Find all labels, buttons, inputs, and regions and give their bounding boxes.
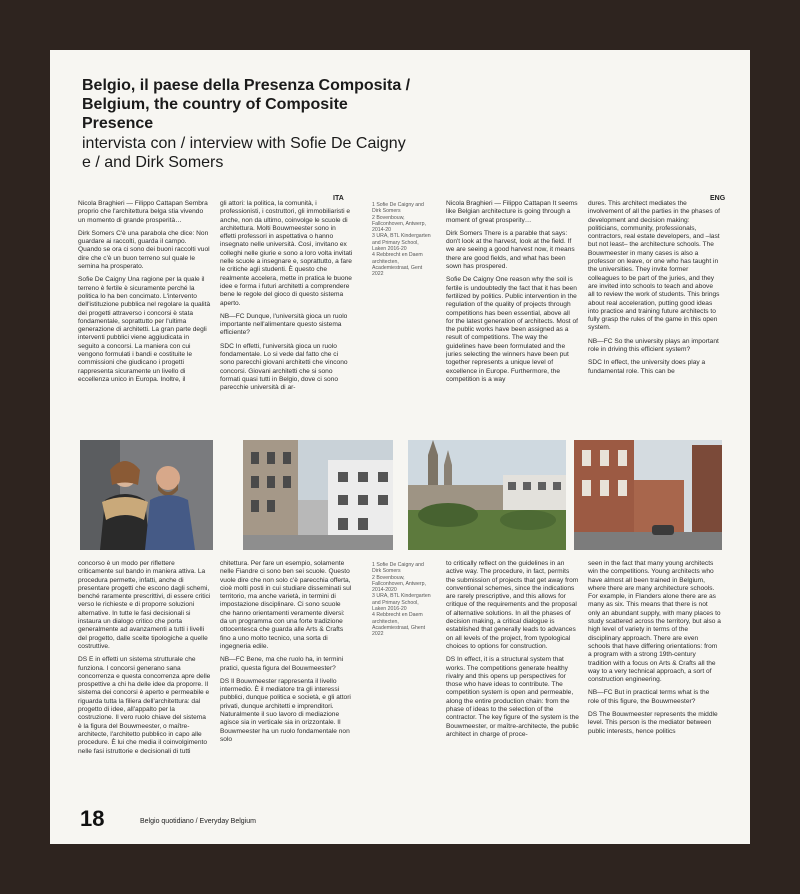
lang-label-ita: ITA [333, 195, 344, 202]
section-title: Belgio quotidiano / Everyday Belgium [140, 818, 256, 825]
caption-bottom: 1 Sofie De Caigny and Dirk Somers 2 Bovenbouw, Fallconhoven, Antwerp, 2014-2020 3 URA, BTL Kindergarten and Primary School, Laken 2016-20 4 Rebbrecht en Daem architecten, Academiestraat, Ghent 2022 [372, 562, 431, 638]
lang-label-eng: ENG [710, 195, 726, 202]
ita-column-1-top: Nicola Braghieri — Filippo Cattapan Sembra proprio che l'architettura belga stia vivendo un momento di grande prosperità… Dirk Somers C'è una parabola che dice: Non guardare ai raccolti, guarda il campo. Quando se ora ci sono dei buoni raccolti vuol dire che c'è un buon terreno sul quale le semina ha prosperato. Sofie De Caigny Una ragione per la quale il terreno è fertile è sicuramente perché la politica lo ha ben concimato. L'intervento dell'istituzione pubblica nel regolare la qualità dei progetti attraverso i concorsi è stata fondamentale, soprattutto per l'ultima generazione di architetti. La gran parte degli interventi pubblici viene aggiudicata in seguito a concorsi. La maniera con cui vengono formulati i bandi e costituite le commissioni che giudicano i progetti rappresenta sicuramente un livello di eccellenza unico in Europa. Inoltre, il [78, 200, 211, 383]
eng-column-1-bottom: to critically reflect on the guidelines in an active way. The procedure, in fact, permits the submission of projects that get away from conventional schemes, since the indications are rarely prescriptive, and this allows for critique of the requirements and the proposal of alternative solutions. In all the phases of decision making, a critical dialogue is established that generally leads to advances on all levels of the project, from typological choices to options for construction. DS In effect, it is a structural system that works. The competitions generate healthy rivalry and this opens up perspectives for those who have ideas to contribute. The competition system is open and permeable, along the entire production chain: from the phase of ideas to the selection of the contractor. The key figure of the system is the Bouwmeester, or maître-architecte, the public architect in charge of proce- [446, 560, 579, 738]
photo-portrait [80, 440, 213, 550]
page-number: 18 [80, 806, 105, 831]
eng-column-2-bottom: seen in the fact that many young architects win the competitions. Young architects who have almost all been trained in Belgium, where there are many architecture schools. For example, in Flanders alone there are as many as six. This means that there is not only an abundant supply, with many places to study scattered across the territory, but also a high level of variety in terms of the disciplinary approach. There are even schools that have differing orientations: from a program with a strong 19th-century tradition with a focus on Arts & Crafts all the way to a very technical approach, a sort of construction engineering. NB—FC But in practical terms what is the role of this figure, the Bouwmeester? DS The Bouwmeester represents the middle level. This person is the mediator between public interests, hence politics [588, 560, 721, 735]
ita-column-2-top: gli attori: la politica, la comunità, i professionisti, i costruttori, gli immobiliaristi e anche, non da ultimo, coinvolge le scuole di architettura. Molti Bouwmeester sono in effetti professori in aspettativa o hanno insegnato nelle università. Così, invitano ex colleghi nelle giurie e sono a loro volta invitati nelle scuole a insegnare e, soprattutto, a fare le critiche agli studenti. È questo che realmente accelera, mette in pratica le buone idee e forma i futuri architetti a comprendere bene le regole del gioco di questo sistema aperto. NB—FC Dunque, l'università gioca un ruolo importante nell'alimentare questo sistema efficiente? SDC In effetti, l'università gioca un ruolo fondamentale. Lo si vede dal fatto che ci sono parecchi giovani architetti che vincono concorsi. Giovani architetti che si sono formati quasi tutti in Belgio, dove ci sono parecchie università di ar- [220, 200, 353, 392]
photo-street-building [243, 440, 393, 550]
ita-column-2-bottom: chitettura. Per fare un esempio, solamente nelle Fiandre ci sono ben sei scuole. Questo vuole dire che non solo c'è parecchia offerta, cioè molti posti in cui studiare disseminati sul territorio, ma anche varietà, in termini di impostazione disciplinare. Ci sono scuole che hanno orientamenti veramente diversi: da un programma con una forte tradizione ottocentesca che guarda alle Arts & Crafts fino a uno molto tecnico, una sorta di ingegneria edile. NB—FC Bene, ma che ruolo ha, in termini pratici, questa figura del Bouwmeester? DS Il Bouwmeester rappresenta il livello intermedio. È il mediatore tra gli interessi pubblici, dunque politica e società, e gli attori privati, dunque architetti e imprenditori. Naturalmente il suo lavoro di mediazione agisce sia in verticale sia in orizzontale. Il Bouwmeester ha un ruolo fondamentale non solo [220, 560, 352, 743]
article-title: Belgio, il paese della Presenza Composita / Belgium, the country of Composite Presence [82, 77, 411, 132]
eng-column-1-top: Nicola Braghieri — Filippo Cattapan It seems like Belgian architecture is going through a moment of great prosperity… Dirk Somers There is a parable that says: don't look at the harvest, look at the field. If we are seeing a good harvest now, it means there are good fields, and what has been sown has prospered. Sofie De Caigny One reason why the soil is fertile is undoubtedly the fact that it has been fertilized by politics. Public intervention in the regulation of the quality of projects through competitions has been essential, above all for the latest generation of architects. Most of the public works have been assigned as a result of competitions. The way the guidelines have been formulated and the juries selecting the winners have been put together represents a unique level of excellence in Europe. Furthermore, the competition is a way [446, 200, 578, 383]
article-subtitle: intervista con / interview with Sofie De Caigny e / and Dirk Somers [82, 135, 406, 171]
eng-column-2-top: dures. This architect mediates the involvement of all the parties in the phases of development and decision making: politicians, community, professionals, contractors, real estate developers, and –last but not least– the architecture schools. The Bouwmeester in many cases is also a professor on leave, or one who has taught in the universities. They invite former colleagues to be part of the juries, and they are invited into schools to teach and above all to review the work of students. This brings about real acceleration, putting good ideas into practice and training future architects to fully grasp the rules of the game in this open system. NB—FC So the university plays an important role in driving this efficient system? SDC In effect, the university does play a fundamental role. This can be [588, 200, 720, 375]
caption-top: 1 Sofie De Caigny and Dirk Somers 2 Bovenbouw, Fallconhoven, Antwerp, 2014-20 3 URA, BTL Kindergarten and Primary School, Laken 2016-20 4 Rebbrecht en Daem architecten, Academiestraat, Gent 2022 [372, 202, 431, 278]
photo-school-garden [408, 440, 566, 550]
photo-brick-street [574, 440, 722, 550]
ita-column-1-bottom: concorso è un modo per riflettere criticamente sul bando in maniera attiva. La procedura permette, infatti, anche di presentare progetti che escono dagli schemi, benché raramente prescrittivi, di essere critici verso le richieste e di proporre soluzioni alternative. In tutte le fasi decisionali si instaura un dialogo critico che porta generalmente ad avanzamenti a tutti i livelli del progetto, dalle scelte tipologiche a quelle costruttive. DS E in effetti un sistema strutturale che funziona. I concorsi generano sana concorrenza e questa concorrenza apre delle prospettive a chi ha delle idee da proporre. Il sistema dei concorsi è aperto e permeabile e riguarda tutta la filiera dell'architettura: dal progetto di idee, all'appalto per la costruzione. Il vero ruolo chiave del sistema è la figura del Bouwmeester, o maître-architecte, l'architetto pubblico in capo alle procedure. È lui che media il coinvolgimento nelle fasi istruttorie e decisionali di tutti [78, 560, 211, 755]
magazine-page [50, 50, 750, 844]
